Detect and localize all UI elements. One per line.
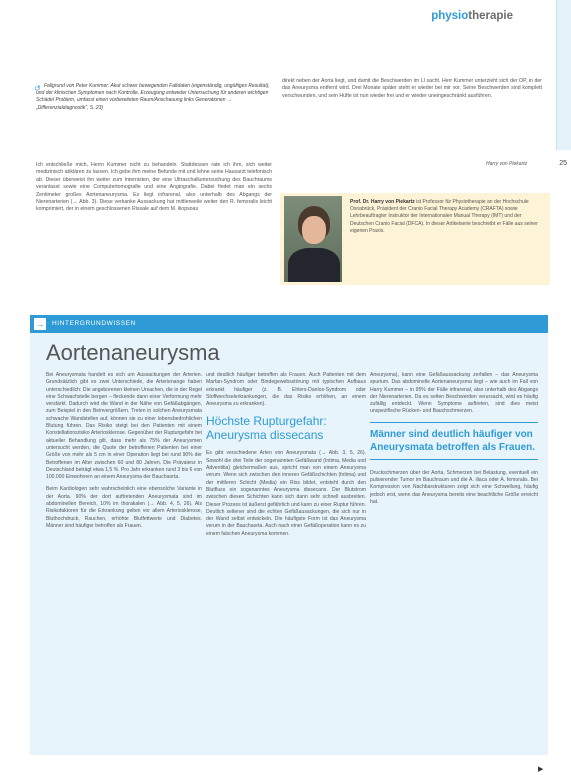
figure-caption-text: Fallgrund von Peter Kummer: Akut schwer bewegenden Faltdaten (eigenständig, ungültiges Resultat), und der klinischen Symptomen nach Kontrolle. Erzeugung entweder Untersuchung für anderen wichtigen Schädel Problem, umfasst einen vorbereiteten Raum/Anschauung links Generationen → „Differenzialdiagnostik", S. 23) [36,83,270,111]
pull-quote: Männer sind deutlich häufiger von Aneurysmata betroffen als Frauen. [370,422,538,460]
info-paragraph: Aneurysma), kann eine Gefäßaussackung zerfallen – das Aneurysma spurium. Das abdominelle Aortenaneurysma liegt – wie auch im Fall von Harry Kummer – in 95% der Fälle infrarenal, also unterhalb des Abgangs der Nierenarterien. Da es selten Beschwerden verursacht, wird es häufig zufällig entdeckt. Wenn Symptome auftreten, sind dies meist unspezifische Rücken- und Bauchschmerzen. [370,372,538,415]
article-paragraph-conclusion: direkt neben der Aorta liegt, und damit die Beschwerden im LI sacht. Herr Kummer unterzieht sich der OP, in der das Aneurysma entfernt wird. Drei Monate später steht er wieder bei mir vor. Seine Beschwerden sind komplett verschwunden, und sein Hüfte ist nun wieder frei und er wieder uneingeschränkt ausführen. [282,78,542,99]
info-paragraph: Druckschmerzen über der Aorta, Schmerzen bei Belastung, eventuell ein pulsierender Tumor im Bauchraum und die A. iliaca oder A. femoralis. Bei Kompression von Nachbarstrukturen zeigt sich eine Schwellung, häufig jedoch erst, wenn das Aneurysma bereits eine beachtliche Größe erreicht hat. [370,469,538,505]
info-column-2 [206,372,366,543]
figure-caption [36,83,271,112]
article-paragraph: Ich entschließe mich, Herrn Kummer nicht zu behandeln. Stattdessen rate ich ihm, sich weiter medizinisch abklären zu lassen. Ich gebe ihm meine Befunde mit und lehne seine Hausarzt telefonisch ab. Dieser überweist ihn weiter zum Internisten, der eine Ultraschalluntersuchung des Bauchraums veranlasst sowie eine Computertomografie und eine Angiografie. Dabei findet man ein sechs Zentimeter großes Aortenaneurysma. Es liegt infrarenal, also unterhalb des Abgangs der Nierenarterien (→ Abb. 3). Diese verkanke Aussackung hat mittlerweile weiter den R. femoralis leicht komprimiert, der in einem geschlossenen Rissale auf dem M. iliopsoas [36,162,272,213]
info-paragraph: Bei Aneurysmata handelt es sich um Aussackungen der Arterien. Grundsätzlich gibt es zwei Unterschiede, die Arterienange haben unterschiedlich: Die angeborenen kleinen Ursachen, die in der Regel eine Schwachstelle bergen – fleckende dann einer Verformung mehr verstärkt. Dadurch wird die Wand in der Nähe von Gefäßabgängen, zum Beispiel in den Beinvergrößern. Treten in solchen Aneurysmata schwache Wandstellen auf, können sie zu einer lebensbedrohlichen Blutung führen. Das Risiko steigt bei den Patienten mit einem Konstellationsrisiko Arteriosklerose. Gegenüber der Rupturgefahr bei aktueller Behandlung gilt, dass mehr als 75% der Aneurysmen untersucht werden, die Quote der betroffenen Patienten bei einer Größe von mehr als 5 cm in einer Operation liegt bei rund 90% der Betroffenen im Alter zwischen 60 und 80 Jahren. Die Prävalenz in Deutschland beträgt etwa 1,5 %. Pro Jahr erkranken rund 3 bis 6 von 100.000 Einwohnern an einem Aneurysma der Bauchaorta. [46,372,203,481]
author-bio [350,199,542,235]
article-left-column [36,162,272,219]
info-box-label: HINTERGRUNDWISSEN [52,320,136,327]
page-number: 25 [559,160,567,167]
info-paragraph: Beim Kardiologen sehr wahrscheinlich eine ebensolche Variante in der Aorta. 90% der dort auftretenden Aneurysmata sind im abdominellen Bereich, 10% im thorakalen (→ Abb. 4, 5, 26). Als Risikofaktoren für die Erkrankung gelten vor allem Arteriosklerose, Bluthochdruck, Rauchen, erhöhte Blutfettwerte und Diabetes. Männer sind häufiger betroffen als Frauen. [46,486,202,529]
magazine-brand [431,10,513,22]
page-edge-tab [556,0,571,150]
info-paragraph: und deutlich häufiger betroffen als Frauen. Auch Patienten mit dem Marfan-Syndrom oder Bindegewebsstörung mit typischen Aufbaus erkrankt häufiger (z. B. Ehlers-Danlos-Syndrom oder Stoffwechselerkrankungen, die das Risiko erhöhen, an einem Aneurysma zu erkranken). [206,372,366,408]
author-signature: Harry von Piekartz [486,161,528,167]
author-photo [284,196,342,282]
info-box-title: Aortenaneurysma [46,340,220,365]
brand-physio: physio [431,10,469,22]
arrow-right-icon: → [35,319,45,329]
info-paragraph: Es gibt verschiedene Arten von Aneurysmata (→ Abb. 3, 5, 26). Sowohl die drei Teile der sogenannten Gefäßwand (Intima, Media und Adventitia) gleichermaßen aus, spricht man von einem Aneurysma verum. Wenn sich zwischen den inneren Gefäßschichten (Intima) und der mittleren Schicht (Media) ein Riss bildet, entsteht durch den Blutfluss ein sogenanntes Aneurysma dissecans. Der Blutstrom zwischen diesen Schichten kann sich dann sehr schnell ausbreiten. Dieser Prozess ist äußerst gefährlich und kann zu einer Ruptur führen. Deutlich seltener sind die echten Gefäßausackungen, die sich nur in der Wand selbst entwickeln. Die häufigste Form ist das Aneurysma verum in der Bauchaorta. Auch nach einer Gefäßoperation kann es zu einem falschen Aneurysma kommen. [206,450,366,537]
info-column-1 [46,372,202,535]
author-name: Prof. Dr. Harry von Piekartz [350,199,415,205]
author-bio-text: ist Professor für Physiotherapie an der Hochschule Osnabrück, Präsident der Cranio Facial Therapy Academy (CRAFTA) sowie Lehrbeauftragter Instruktor der Internationalen Manual Therapy (IMT) und der Deutschen Cranio Facial (DFCA). In dieser Artikelserie beschreibt er Fälle aus seiner eigenen Praxis. [350,199,538,234]
figure-pointer-icon: ↺ [34,84,41,93]
brand-therapie: therapie [468,10,513,22]
info-subheading: Höchste Rupturgefahr: Aneurysma dissecans [206,414,327,443]
next-page-arrow-icon: ▶ [538,766,544,773]
info-column-3 [370,372,538,511]
article-right-column [282,78,542,105]
